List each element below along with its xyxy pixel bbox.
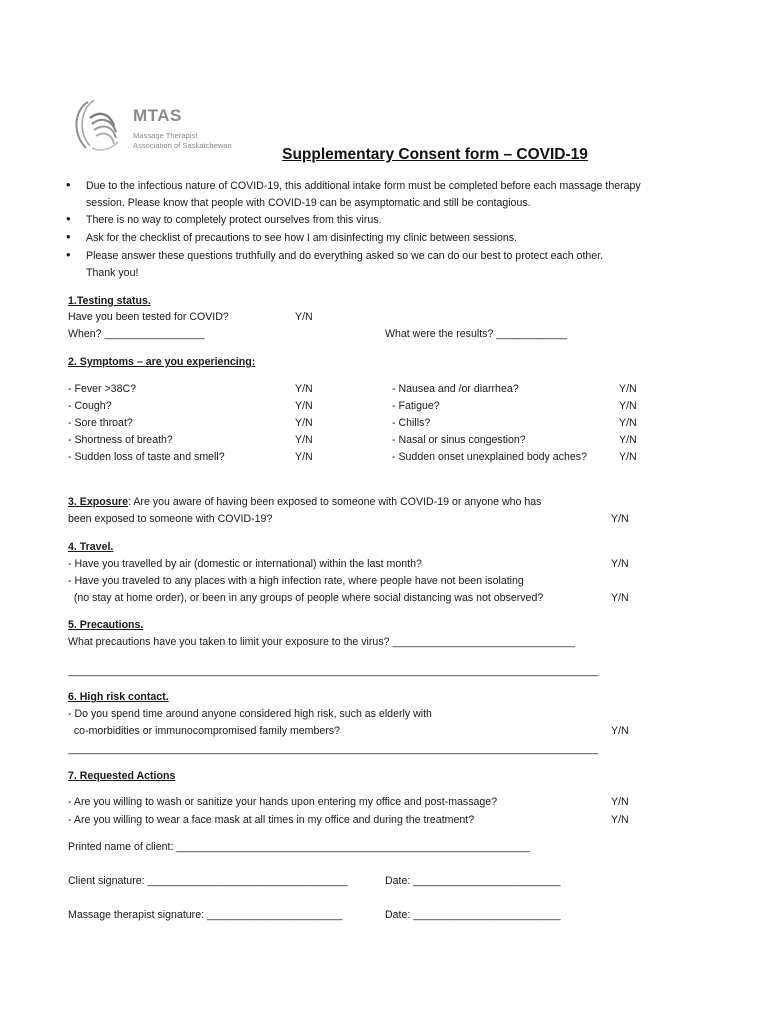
section-3-line2: been exposed to someone with COVID-19? — [68, 513, 273, 525]
question-results-field[interactable]: What were the results? ____________ — [385, 328, 567, 340]
section-3-text: : Are you aware of having been exposed to someone with COVID-19 or anyone who has — [128, 496, 542, 508]
bullet-1-line1: Due to the infectious nature of COVID-19, this additional intake form must be completed before each massage therapy — [86, 180, 641, 192]
section-3-heading: 3. Exposure — [68, 496, 129, 508]
yes-no-option[interactable]: Y/N — [611, 558, 629, 570]
travel-question-2-line1: - Have you traveled to any places with a high infection rate, where people have not been isolating — [68, 575, 524, 587]
printed-name-field[interactable]: Printed name of client: ____________________________________________________________ — [68, 841, 530, 853]
yes-no-option[interactable]: Y/N — [619, 417, 637, 429]
bullet-marker: • — [66, 211, 71, 226]
section-4-heading: 4. Travel. — [68, 541, 114, 553]
logo-subtitle-line1: Massage Therapist — [133, 131, 198, 140]
high-risk-line-field[interactable]: __________________________________________________________________________________________ — [68, 743, 599, 755]
bullet-marker: • — [66, 229, 71, 244]
therapist-signature-field[interactable]: Massage therapist signature: _______________________ — [68, 909, 343, 921]
travel-question-2-line2: (no stay at home order), or been in any groups of people where social distancing was not observed? — [68, 592, 544, 604]
question-tested: Have you been tested for COVID? — [68, 311, 229, 323]
yes-no-option[interactable]: Y/N — [611, 814, 629, 826]
bullet-marker: • — [66, 177, 71, 192]
yes-no-option[interactable]: Y/N — [295, 383, 313, 395]
section-5-heading: 5. Precautions. — [68, 619, 144, 631]
yes-no-option[interactable]: Y/N — [611, 725, 629, 737]
bullet-2: There is no way to completely protect ourselves from this virus. — [86, 214, 382, 226]
logo-name: MTAS — [133, 106, 182, 125]
yes-no-option[interactable]: Y/N — [295, 417, 313, 429]
precautions-field[interactable]: What precautions have you taken to limit your exposure to the virus? _______________________________ — [68, 636, 576, 648]
section-3-line1 — [68, 495, 541, 509]
section-7-heading: 7. Requested Actions — [68, 770, 176, 782]
logo-subtitle-line2: Association of Saskatchewan — [133, 141, 232, 150]
section-1-heading: 1.Testing status. — [68, 295, 151, 307]
bullet-3: Ask for the checklist of precautions to see how I am disinfecting my clinic between sessions. — [86, 232, 518, 244]
action-question-1: - Are you willing to wash or sanitize your hands upon entering my office and post-massage? — [68, 796, 498, 808]
symptom-fatigue: - Fatigue? — [392, 400, 440, 412]
yes-no-option[interactable]: Y/N — [611, 796, 629, 808]
section-2-heading: 2. Symptoms – are you experiencing: — [68, 356, 256, 368]
symptom-body-aches: - Sudden onset unexplained body aches? — [392, 451, 587, 463]
precautions-line-field[interactable]: __________________________________________________________________________________________ — [68, 665, 599, 677]
therapist-date-field[interactable]: Date: _________________________ — [385, 909, 561, 921]
bullet-4-line1: Please answer these questions truthfully and do everything asked so we can do our best to protect each other. — [86, 250, 604, 262]
symptom-sore-throat: - Sore throat? — [68, 417, 133, 429]
yes-no-option[interactable]: Y/N — [295, 434, 313, 446]
question-when-field[interactable]: When? _________________ — [68, 328, 205, 340]
bullet-4-line2: Thank you! — [86, 267, 139, 279]
yes-no-option[interactable]: Y/N — [295, 451, 313, 463]
symptom-taste-smell: - Sudden loss of taste and smell? — [68, 451, 225, 463]
form-title: Supplementary Consent form – COVID-19 — [282, 146, 588, 163]
section-6-heading: 6. High risk contact. — [68, 691, 169, 703]
symptom-shortness-breath: - Shortness of breath? — [68, 434, 173, 446]
yes-no-option[interactable]: Y/N — [611, 513, 629, 525]
symptom-chills: - Chills? — [392, 417, 431, 429]
yes-no-option[interactable]: Y/N — [619, 451, 637, 463]
bullet-marker: • — [66, 247, 71, 262]
yes-no-option[interactable]: Y/N — [619, 400, 637, 412]
client-date-field[interactable]: Date: _________________________ — [385, 875, 561, 887]
yes-no-option[interactable]: Y/N — [619, 434, 637, 446]
yes-no-option[interactable]: Y/N — [295, 400, 313, 412]
symptom-nausea: - Nausea and /or diarrhea? — [392, 383, 519, 395]
high-risk-question-line1: - Do you spend time around anyone considered high risk, such as elderly with — [68, 708, 432, 720]
symptom-congestion: - Nasal or sinus congestion? — [392, 434, 526, 446]
yes-no-option[interactable]: Y/N — [295, 311, 313, 323]
symptom-cough: - Cough? — [68, 400, 112, 412]
yes-no-option[interactable]: Y/N — [611, 592, 629, 604]
yes-no-option[interactable]: Y/N — [619, 383, 637, 395]
high-risk-question-line2: co-morbidities or immunocompromised family members? — [68, 725, 340, 737]
bullet-1-line2: session. Please know that people with COVID-19 can be asymptomatic and still be contagious. — [86, 197, 531, 209]
symptom-fever: - Fever >38C? — [68, 383, 137, 395]
action-question-2: - Are you willing to wear a face mask at all times in my office and during the treatment? — [68, 814, 475, 826]
client-signature-field[interactable]: Client signature: __________________________________ — [68, 875, 348, 887]
travel-question-1: - Have you travelled by air (domestic or international) within the last month? — [68, 558, 422, 570]
